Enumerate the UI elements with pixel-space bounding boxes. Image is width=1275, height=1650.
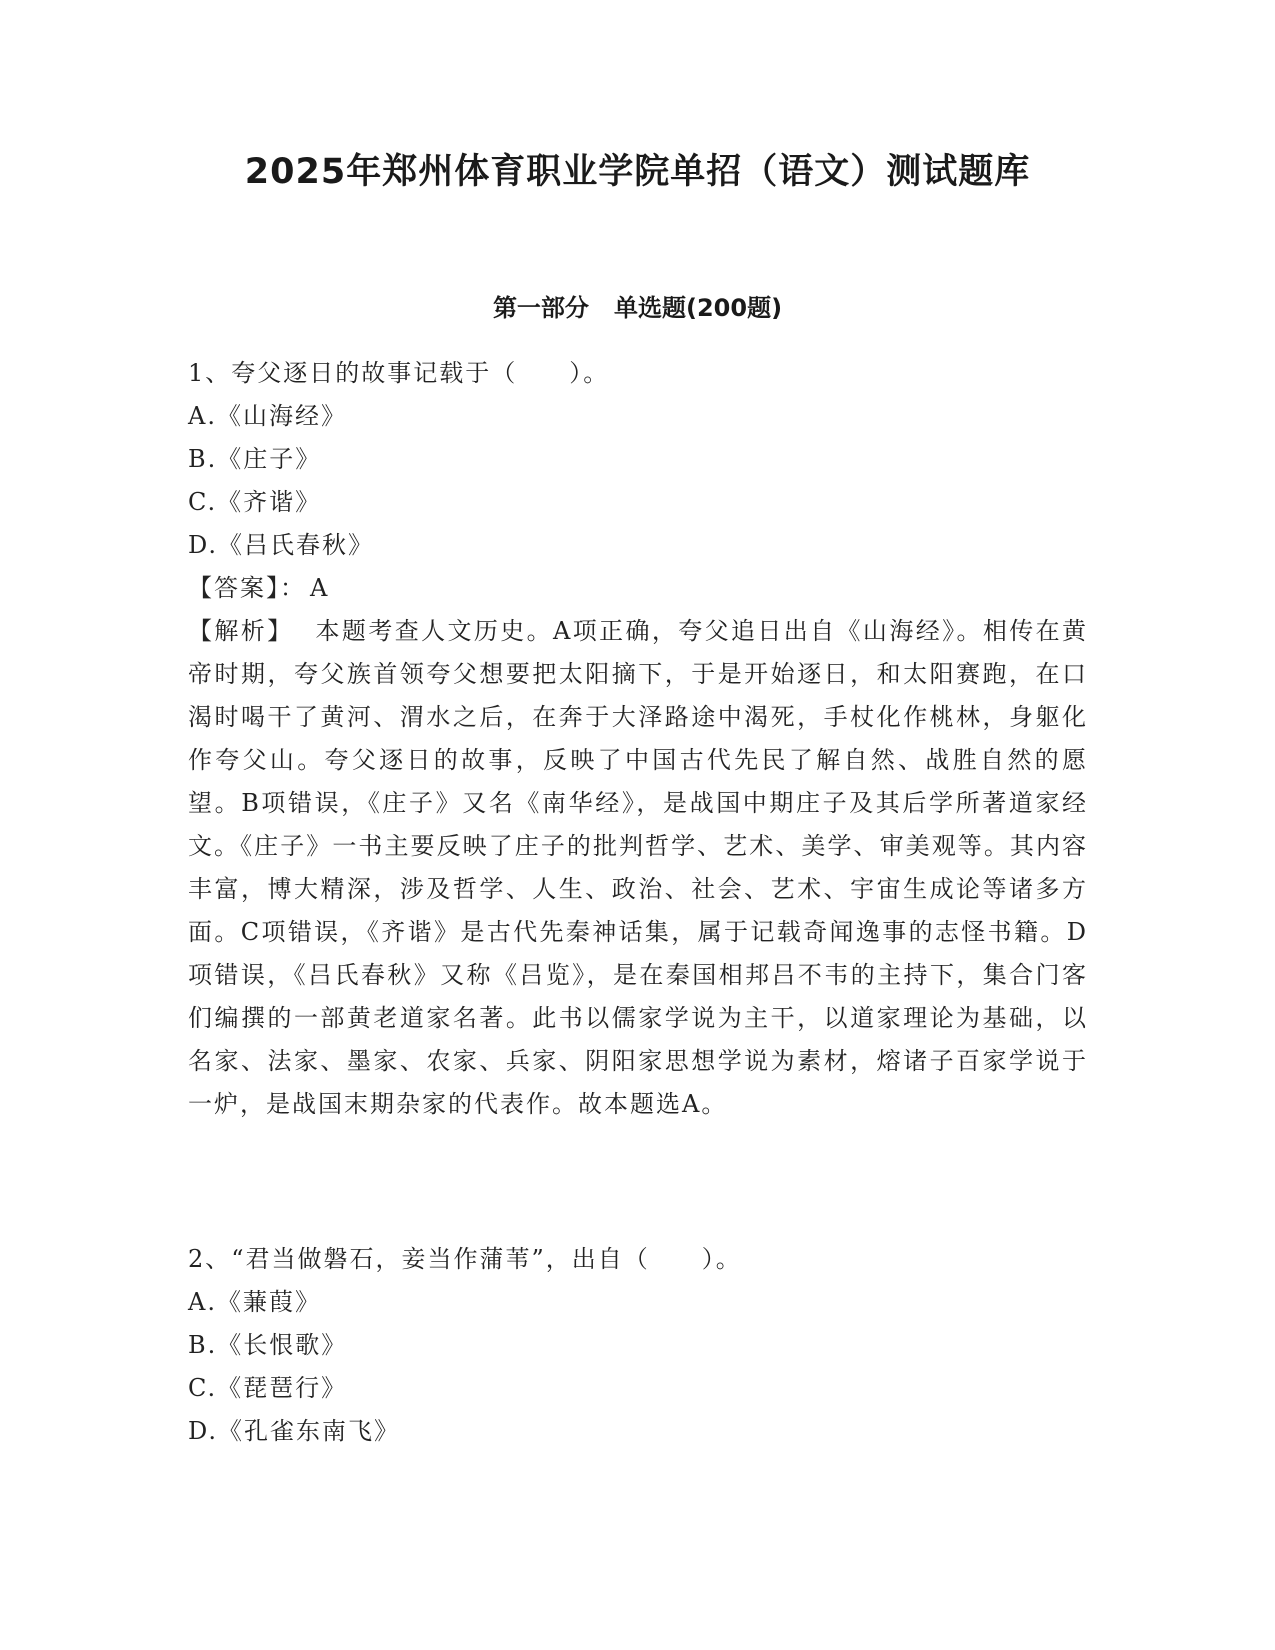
option-a: A.《山海经》: [188, 402, 347, 430]
question-1: [188, 352, 1088, 1126]
option-b: B.《庄子》: [188, 445, 322, 473]
document-title: 2025年郑州体育职业学院单招（语文）测试题库: [244, 152, 1031, 192]
question-stem: 2、“君当做磐石，妾当作蒲苇”，出自（ ）。: [188, 1245, 742, 1273]
analysis-paragraph: [188, 610, 1088, 1126]
section-part: 第一部分: [492, 294, 589, 322]
question-stem: 1、夸父逐日的故事记载于（ ）。: [188, 359, 610, 387]
question-2: [188, 1238, 1088, 1453]
option-c: C.《琵琶行》: [188, 1374, 348, 1402]
option-c: C.《齐谐》: [188, 488, 322, 516]
option-b: B.《长恨歌》: [188, 1331, 348, 1359]
option-d: D.《孔雀东南飞》: [188, 1417, 401, 1445]
section-name: 单选题(200题): [614, 294, 783, 322]
answer-line: [188, 567, 1088, 610]
section-heading: [0, 290, 1275, 326]
option-a: A.《蒹葭》: [188, 1288, 321, 1316]
option-d: D.《吕氏春秋》: [188, 531, 375, 559]
analysis-label: 【解析】: [188, 617, 294, 645]
analysis-text: 本题考查人文历史。A项正确，夸父追日出自《山海经》。相传在黄帝时期，夸父族首领夸父想要把太阳摘下，于是开始逐日，和太阳赛跑，在口渴时喝干了黄河、渭水之后，在奔于大泽路途中渴死，手杖化作桃林，身躯化作夸父山。夸父逐日的故事，反映了中国古代先民了解自然、战胜自然的愿望。B项错误，《庄子》又名《南华经》，是战国中期庄子及其后学所著道家经文。《庄子》一书主要反映了庄子的批判哲学、艺术、美学、审美观等。其内容丰富，博大精深，涉及哲学、人生、政治、社会、艺术、宇宙生成论等诸多方面。C项错误，《齐谐》是古代先秦神话集，属于记载奇闻逸事的志怪书籍。D项错误，《吕氏春秋》又称《吕览》，是在秦国相邦吕不韦的主持下，集合门客们编撰的一部黄老道家名著。此书以儒家学说为主干，以道家理论为基础，以名家、法家、墨家、农家、兵家、阴阳家思想学说为素材，熔诸子百家学说于一炉，是战国末期杂家的代表作。故本题选A。: [188, 617, 1088, 1118]
answer-label: 【答案】：: [188, 574, 306, 602]
answer-value: A: [310, 574, 330, 602]
